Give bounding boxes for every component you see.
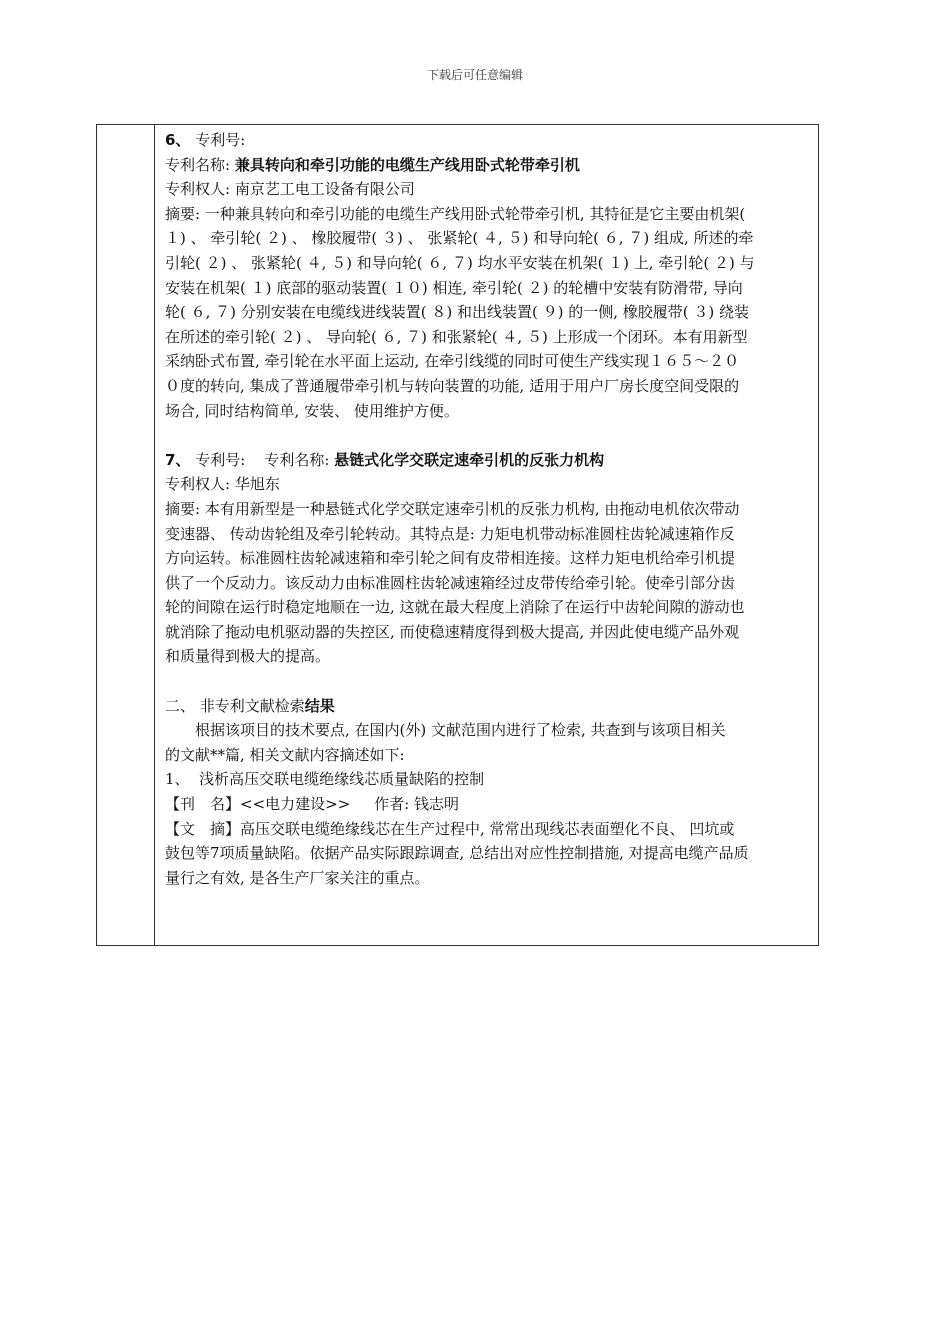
abstract-label: 【文 摘】	[165, 819, 241, 838]
patent7-abstract-line: 和质量得到极大的提高。	[165, 647, 331, 666]
patent6-abstract-line: 摘要: 一种兼具转向和牵引功能的电缆生产线用卧式轮带牵引机, 其特征是它主要由机架(	[165, 204, 746, 223]
spacer	[165, 669, 813, 694]
patent6-abstract-line: 场合, 同时结构简单, 安装、 使用维护方便。	[165, 401, 459, 420]
patent6-name-value: 兼具转向和牵引功能的电缆生产线用卧式轮带牵引机	[234, 155, 580, 174]
patent7-name-value: 悬链式化学交联定速牵引机的反张力机构	[334, 450, 605, 469]
section2-intro-line: 的文献**篇, 相关文献内容摘述如下:	[165, 745, 405, 764]
literature-item1-abstract-line	[165, 817, 813, 842]
section2-heading-bold: 结果	[304, 696, 335, 715]
patent7-number-line	[165, 448, 813, 473]
patent7-owner-value: 华旭东	[234, 475, 280, 494]
table-left-column	[97, 125, 155, 945]
patent6-abstract-line: 安装在机架( １) 底部的驱动装置( １０) 相连, 牵引轮( ２) 的轮槽中安装有防滑带, 导向	[165, 278, 743, 297]
literature-item1-title: 1、 浅析高压交联电缆绝缘线芯质量缺陷的控制	[165, 770, 485, 789]
document-table	[96, 124, 819, 946]
patent6-abstract-line: 引轮( ２) 、 张紧轮( ４, ５) 和导向轮( ６, ７) 均水平安装在机架( １) 上, 牵引轮( ２) 与	[165, 253, 755, 272]
spacer	[165, 423, 813, 448]
section2-intro-line: 根据该项目的技术要点, 在国内(外) 文献范围内进行了检索, 共查到与该项目相关	[195, 721, 726, 740]
section2-heading	[165, 694, 813, 719]
table-content-cell	[165, 128, 813, 890]
patent7-number-label: 专利号: 专利名称:	[190, 450, 335, 469]
patent7-abstract-line: 供了一个反动力。该反动力由标准圆柱齿轮减速箱经过皮带传给牵引轮。使牵引部分齿	[165, 573, 736, 592]
patent6-owner-value: 南京艺工电工设备有限公司	[234, 180, 415, 199]
patent7-number-prefix: 7、	[165, 450, 191, 469]
patent6-number-label: 专利号:	[190, 131, 246, 149]
journal-value: <<电力建设>> 作者: 钱志明	[240, 795, 459, 814]
patent7-owner-label: 专利权人:	[165, 475, 235, 494]
patent6-number-prefix: 6、	[165, 131, 191, 149]
literature-item1-journal	[165, 792, 813, 817]
journal-label: 【刊 名】	[165, 795, 241, 814]
literature-item1-abstract-line: 鼓包等7项质量缺陷。依据产品实际跟踪调查, 总结出对应性控制措施, 对提高电缆产品质	[165, 844, 749, 863]
patent7-abstract-line: 方向运转。标准圆柱齿轮减速箱和牵引轮之间有皮带相连接。这样力矩电机给牵引机提	[165, 549, 736, 568]
patent7-abstract-line: 轮的间隙在运行时稳定地顺在一边, 这就在最大程度上消除了在运行中齿轮间隙的游动也	[165, 598, 745, 617]
patent6-abstract-line: 在所述的牵引轮( ２) 、 导向轮( ６, ７) 和张紧轮( ４, ５) 上形成一个闭环。本有用新型	[165, 327, 748, 346]
page-header-note: 下载后可任意编辑	[426, 68, 523, 82]
patent7-abstract-line: 变速器、 传动齿轮组及牵引轮转动。其特点是: 力矩电机带动标准圆柱齿轮减速箱作反	[165, 524, 735, 543]
patent6-abstract-line: １) 、 牵引轮( ２) 、 橡胶履带( ３) 、 张紧轮( ４, ５) 和导向轮( ６, ７) 组成, 所述的牵	[165, 229, 754, 248]
patent6-abstract-line: 轮( ６, ７) 分别安装在电缆线进线装置( ８) 和出线装置( ９) 的一侧, 橡胶履带( ３) 绕装	[165, 303, 750, 322]
patent6-name-label: 专利名称:	[165, 155, 235, 174]
patent7-abstract-line: 就消除了拖动电机驱动器的失控区, 而使稳速精度得到极大提高, 并因此使电缆产品外观	[165, 622, 740, 641]
section2-heading-plain: 二、 非专利文献检索	[165, 696, 305, 715]
patent6-owner-line	[165, 177, 813, 202]
patent6-abstract-line: ０度的转向, 集成了普通履带牵引机与转向装置的功能, 适用于用户厂房长度空间受限的	[165, 376, 740, 395]
patent7-abstract-line: 摘要: 本有用新型是一种悬链式化学交联定速牵引机的反张力机构, 由拖动电机依次带动	[165, 499, 740, 518]
patent6-name-line	[165, 153, 813, 178]
patent6-number-line	[165, 128, 813, 153]
patent6-owner-label: 专利权人:	[165, 180, 235, 199]
patent7-owner-line	[165, 472, 813, 497]
abstract-text: 高压交联电缆绝缘线芯在生产过程中, 常常出现线芯表面塑化不良、 凹坑或	[240, 819, 735, 838]
patent6-abstract-line: 采纳卧式布置, 牵引轮在水平面上运动, 在牵引线缆的同时可使生产线实现１６５～２０	[165, 352, 740, 371]
literature-item1-abstract-line: 量行之有效, 是各生产厂家关注的重点。	[165, 868, 430, 887]
